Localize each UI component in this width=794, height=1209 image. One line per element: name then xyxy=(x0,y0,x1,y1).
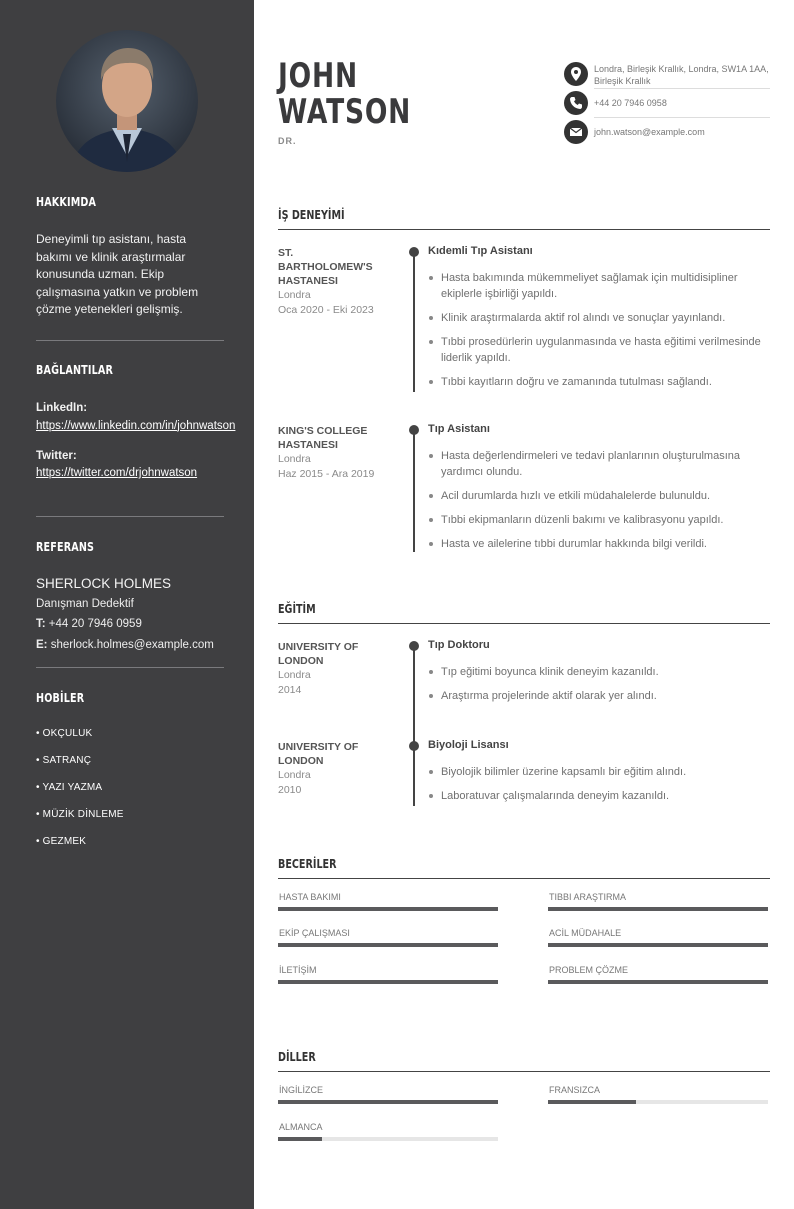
skill-level-bar xyxy=(548,980,768,984)
twitter-label: Twitter: xyxy=(36,449,77,462)
bullet-item: Tıbbi ekipmanların düzenli bakımı ve kalibrasyonu yapıldı. xyxy=(428,512,768,528)
experience-org: KING'S COLLEGE HASTANESI Londra Haz 2015 - Ara 2019 xyxy=(278,425,375,480)
skill-item: ACİL MÜDAHALE xyxy=(548,928,768,947)
degree-title: Biyoloji Lisansı xyxy=(428,739,509,751)
hobby-item: • SATRANÇ xyxy=(36,755,92,766)
hobby-item: • MÜZİK DİNLEME xyxy=(36,809,124,820)
bullet-item: Hasta değerlendirmeleri ve tedavi planlarının oluşturulmasına yardımcı olundu. xyxy=(428,448,768,480)
bullet-item: Hasta ve ailelerine tıbbi durumlar hakkında bilgi verildi. xyxy=(428,536,768,552)
name-prefix: DR. xyxy=(278,136,297,146)
skill-level-bar xyxy=(278,980,498,984)
job-bullets xyxy=(428,448,768,560)
links-heading: BAĞLANTILAR xyxy=(36,363,114,377)
bullet-item: Araştırma projelerinde aktif olarak yer alındı. xyxy=(428,688,768,704)
twitter-link[interactable]: https://twitter.com/drjohnwatson xyxy=(36,467,198,479)
experience-org: ST. BARTHOLOMEW'S HASTANESI Londra Oca 2020 - Eki 2023 xyxy=(278,247,374,316)
bullet-item: Tıbbi kayıtların doğru ve zamanında tutulması sağlandı. xyxy=(428,374,768,390)
linkedin-label: LinkedIn: xyxy=(36,402,88,414)
reference-name: SHERLOCK HOLMES xyxy=(36,576,172,591)
links-list xyxy=(36,400,236,481)
contact-divider xyxy=(594,117,770,118)
last-name: WATSON xyxy=(278,92,412,132)
reference-role: Danışman Dedektif xyxy=(36,597,134,610)
skill-item: İLETİŞİM xyxy=(278,965,498,984)
job-title: Tıp Asistanı xyxy=(428,423,490,435)
reference-block xyxy=(36,575,226,654)
first-name: JOHN xyxy=(278,56,358,96)
sidebar-divider xyxy=(36,516,224,517)
contact-email xyxy=(564,120,770,148)
timeline-dot xyxy=(409,641,419,651)
skill-level-bar xyxy=(548,943,768,947)
timeline-dot xyxy=(409,247,419,257)
degree-bullets xyxy=(428,764,768,812)
hobby-item: • YAZI YAZMA xyxy=(36,782,103,793)
linkedin-link[interactable]: https://www.linkedin.com/in/johnwatson xyxy=(36,419,236,432)
skill-item: HASTA BAKIMI xyxy=(278,892,498,911)
hobby-item: • GEZMEK xyxy=(36,836,87,847)
email-text[interactable]: john.watson@example.com xyxy=(594,127,705,137)
sidebar-divider xyxy=(36,340,224,341)
language-level-bar xyxy=(278,1100,498,1104)
bullet-item: Acil durumlarda hızlı ve etkili müdahalelerde bulunuldu. xyxy=(428,488,768,504)
degree-title: Tıp Doktoru xyxy=(428,639,490,651)
bullet-item: Klinik araştırmalarda aktif rol alındı ve sonuçlar yayınlandı. xyxy=(428,310,768,326)
hobbies-heading: HOBİLER xyxy=(36,691,85,705)
timeline-dot xyxy=(409,741,419,751)
skills-heading: BECERİLER xyxy=(278,855,770,879)
contact-divider xyxy=(594,88,770,89)
skill-level-bar xyxy=(548,907,768,911)
hobby-item: • OKÇULUK xyxy=(36,728,93,739)
profile-photo xyxy=(56,30,198,172)
bullet-item: Tıbbi prosedürlerin uygulanmasında ve hasta eğitimi verilmesinde liderlik yapıldı. xyxy=(428,334,768,366)
degree-bullets xyxy=(428,664,768,712)
language-item: FRANSIZCA xyxy=(548,1085,768,1104)
language-level-bar xyxy=(548,1100,636,1104)
experience-heading: İŞ DENEYİMİ xyxy=(278,206,770,230)
skill-item: TIBBI ARAŞTIRMA xyxy=(548,892,768,911)
timeline-line xyxy=(413,252,415,392)
language-level-bar xyxy=(278,1137,322,1141)
skill-item: EKİP ÇALIŞMASI xyxy=(278,928,498,947)
language-item: ALMANCA xyxy=(278,1122,498,1141)
skill-level-bar xyxy=(278,943,498,947)
language-item: İNGİLİZCE xyxy=(278,1085,498,1104)
phone-text: +44 20 7946 0958 xyxy=(594,98,667,108)
sidebar-divider xyxy=(36,667,224,668)
contact-phone xyxy=(564,91,770,119)
education-org: UNIVERSITY OF LONDON Londra 2014 xyxy=(278,641,359,696)
skill-item: PROBLEM ÇÖZME xyxy=(548,965,768,984)
languages-heading: DİLLER xyxy=(278,1048,770,1072)
reference-phone: T: +44 20 7946 0959 xyxy=(36,618,142,630)
address-text: Londra, Birleşik Krallık, Londra, SW1A 1AA, Birleşik Krallık xyxy=(594,64,769,86)
bullet-item: Tıp eğitimi boyunca klinik deneyim kazanıldı. xyxy=(428,664,768,680)
full-name xyxy=(278,58,411,130)
about-text: Deneyimli tıp asistanı, hasta bakımı ve klinik araştırmalar konusunda uzman. Ekip çalışmasına yatkın ve problem çözme yetenekleri gelişmiş. xyxy=(36,232,199,316)
timeline-line xyxy=(413,430,415,552)
location-pin-icon xyxy=(564,62,588,86)
job-title: Kıdemli Tıp Asistanı xyxy=(428,245,533,257)
contact-address xyxy=(564,62,770,90)
bullet-item: Hasta bakımında mükemmeliyet sağlamak için multidisipliner ekiplerle işbirliği yapıldı. xyxy=(428,270,768,302)
portrait-image xyxy=(56,30,198,172)
bullet-item: Laboratuvar çalışmalarında deneyim kazanıldı. xyxy=(428,788,768,804)
job-bullets xyxy=(428,270,768,398)
timeline-dot xyxy=(409,425,419,435)
reference-email: E: sherlock.holmes@example.com xyxy=(36,638,214,651)
envelope-icon xyxy=(564,120,588,144)
reference-heading: REFERANS xyxy=(36,540,95,554)
skill-level-bar xyxy=(278,907,498,911)
timeline-line xyxy=(413,646,415,806)
education-org: UNIVERSITY OF LONDON Londra 2010 xyxy=(278,741,359,796)
bullet-item: Biyolojik bilimler üzerine kapsamlı bir eğitim alındı. xyxy=(428,764,768,780)
education-heading: EĞİTİM xyxy=(278,600,770,624)
phone-icon xyxy=(564,91,588,115)
about-heading: HAKKIMDA xyxy=(36,195,97,209)
